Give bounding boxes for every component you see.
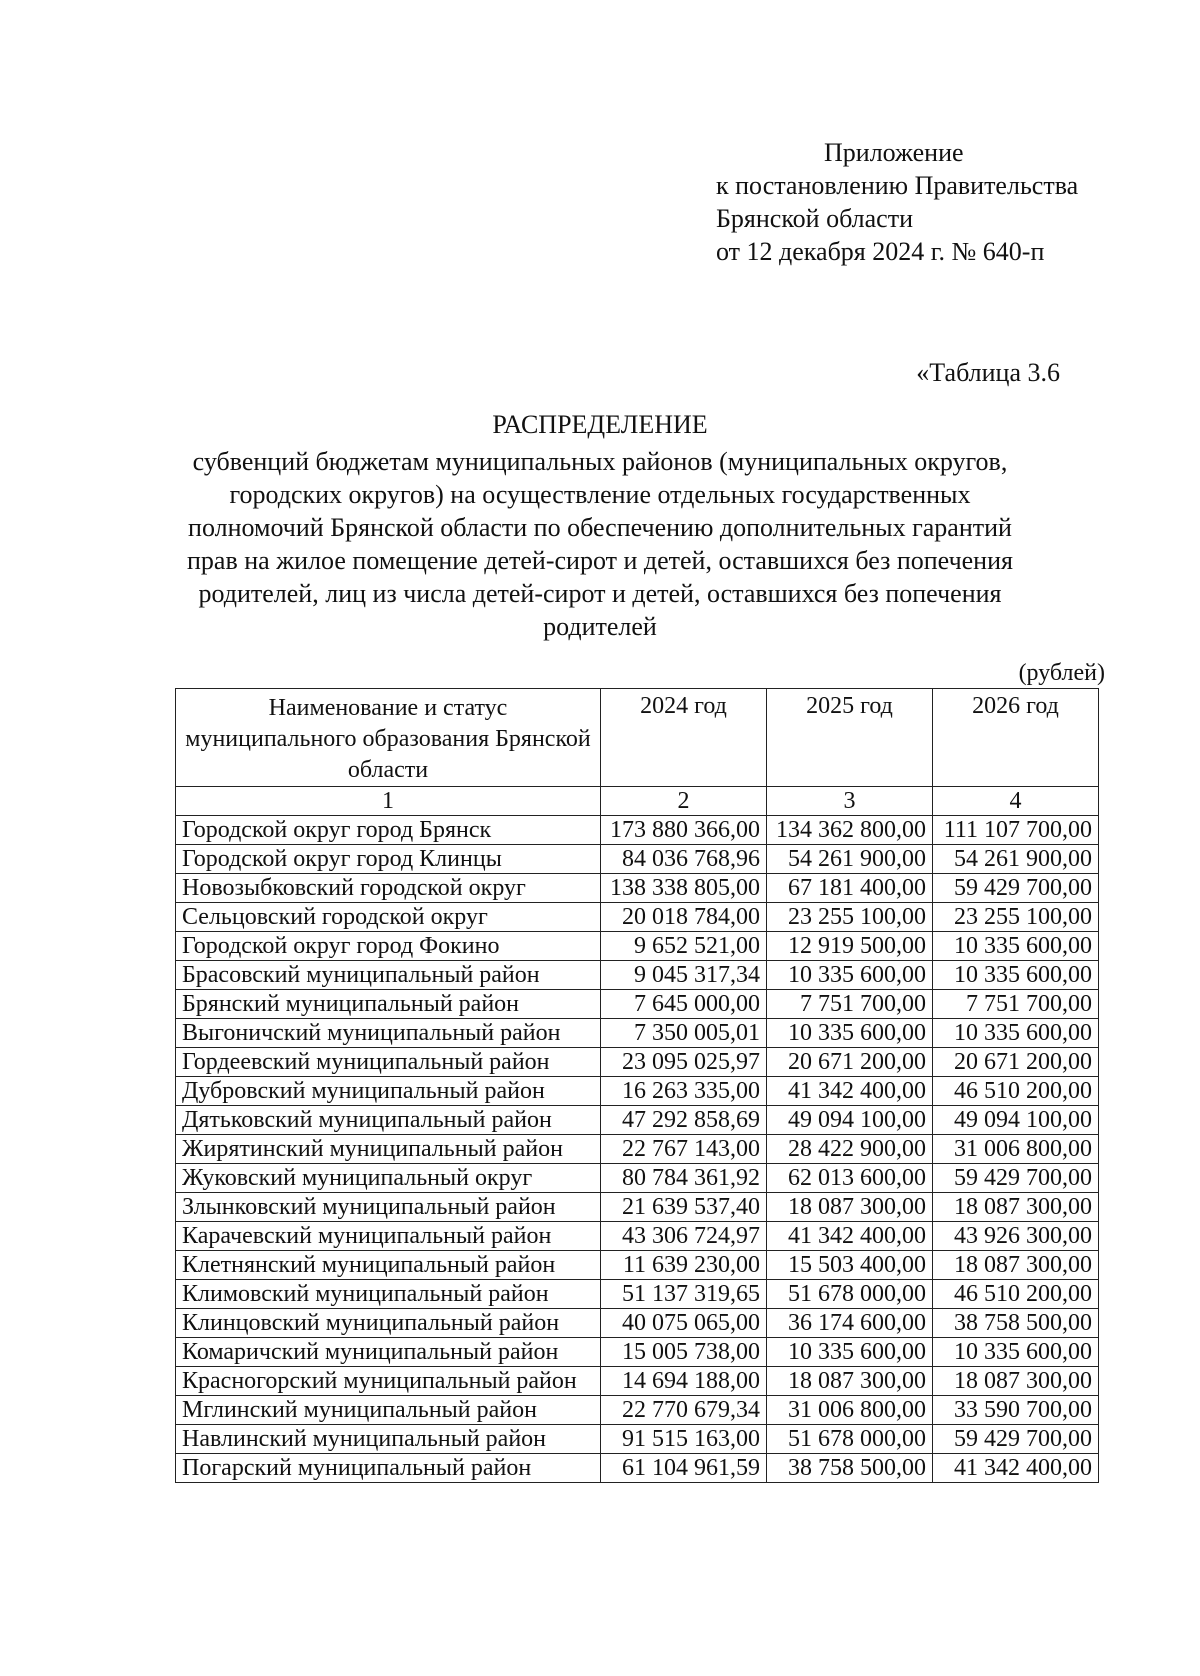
municipality-name: Клетнянский муниципальный район bbox=[176, 1251, 601, 1280]
table-row bbox=[176, 1135, 1099, 1164]
amount-cell: 22 770 679,34 bbox=[601, 1396, 767, 1425]
amount-cell: 33 590 700,00 bbox=[933, 1396, 1099, 1425]
amount-cell: 10 335 600,00 bbox=[767, 1019, 933, 1048]
amount-cell: 21 639 537,40 bbox=[601, 1193, 767, 1222]
municipality-name: Погарский муниципальный район bbox=[176, 1454, 601, 1483]
table-header-row bbox=[176, 689, 1099, 787]
amount-cell: 51 678 000,00 bbox=[767, 1280, 933, 1309]
municipality-name: Карачевский муниципальный район bbox=[176, 1222, 601, 1251]
table-row bbox=[176, 1425, 1099, 1454]
amount-cell: 20 671 200,00 bbox=[933, 1048, 1099, 1077]
municipality-name: Брянский муниципальный район bbox=[176, 990, 601, 1019]
municipality-name: Дятьковский муниципальный район bbox=[176, 1106, 601, 1135]
table-row bbox=[176, 1251, 1099, 1280]
table-row bbox=[176, 903, 1099, 932]
municipality-name: Жуковский муниципальный округ bbox=[176, 1164, 601, 1193]
amount-cell: 10 335 600,00 bbox=[933, 932, 1099, 961]
appendix-title: Приложение bbox=[824, 138, 964, 167]
table-row bbox=[176, 990, 1099, 1019]
table-row bbox=[176, 1280, 1099, 1309]
amount-cell: 80 784 361,92 bbox=[601, 1164, 767, 1193]
amount-cell: 18 087 300,00 bbox=[933, 1193, 1099, 1222]
table-row bbox=[176, 961, 1099, 990]
subtitle-line: родителей, лиц из числа детей-сирот и детей, оставшихся без попечения bbox=[198, 579, 1002, 608]
amount-cell: 51 137 319,65 bbox=[601, 1280, 767, 1309]
municipality-name: Городской округ город Брянск bbox=[176, 816, 601, 845]
amount-cell: 18 087 300,00 bbox=[767, 1367, 933, 1396]
amount-cell: 23 255 100,00 bbox=[933, 903, 1099, 932]
column-number: 4 bbox=[933, 787, 1099, 816]
amount-cell: 43 306 724,97 bbox=[601, 1222, 767, 1251]
municipality-name: Красногорский муниципальный район bbox=[176, 1367, 601, 1396]
municipality-name: Климовский муниципальный район bbox=[176, 1280, 601, 1309]
appendix-line: к постановлению Правительства bbox=[716, 171, 1079, 200]
municipality-name: Городской округ город Клинцы bbox=[176, 845, 601, 874]
amount-cell: 40 075 065,00 bbox=[601, 1309, 767, 1338]
amount-cell: 43 926 300,00 bbox=[933, 1222, 1099, 1251]
amount-cell: 15 503 400,00 bbox=[767, 1251, 933, 1280]
amount-cell: 61 104 961,59 bbox=[601, 1454, 767, 1483]
subtitle-line: городских округов) на осуществление отдельных государственных bbox=[229, 480, 971, 509]
amount-cell: 49 094 100,00 bbox=[933, 1106, 1099, 1135]
municipality-name: Клинцовский муниципальный район bbox=[176, 1309, 601, 1338]
table-row bbox=[176, 1222, 1099, 1251]
amount-cell: 41 342 400,00 bbox=[933, 1454, 1099, 1483]
subtitle-line: субвенций бюджетам муниципальных районов (муниципальных округов, bbox=[192, 447, 1008, 476]
municipality-name: Злынковский муниципальный район bbox=[176, 1193, 601, 1222]
table-row bbox=[176, 1106, 1099, 1135]
amount-cell: 7 751 700,00 bbox=[767, 990, 933, 1019]
table-row bbox=[176, 845, 1099, 874]
amount-cell: 59 429 700,00 bbox=[933, 874, 1099, 903]
amount-cell: 49 094 100,00 bbox=[767, 1106, 933, 1135]
amount-cell: 7 751 700,00 bbox=[933, 990, 1099, 1019]
amount-cell: 10 335 600,00 bbox=[933, 1019, 1099, 1048]
table-body bbox=[176, 816, 1099, 1483]
amount-cell: 54 261 900,00 bbox=[767, 845, 933, 874]
column-number: 2 bbox=[601, 787, 767, 816]
municipality-name: Жирятинский муниципальный район bbox=[176, 1135, 601, 1164]
document-title: РАСПРЕДЕЛЕНИЕ bbox=[492, 410, 708, 439]
header-name: Наименование и статус муниципального образования Брянской области bbox=[176, 689, 601, 787]
header-2026: 2026 год bbox=[933, 689, 1099, 787]
municipality-name: Городской округ город Фокино bbox=[176, 932, 601, 961]
amount-cell: 47 292 858,69 bbox=[601, 1106, 767, 1135]
table-row bbox=[176, 1309, 1099, 1338]
amount-cell: 10 335 600,00 bbox=[767, 1338, 933, 1367]
amount-cell: 31 006 800,00 bbox=[767, 1396, 933, 1425]
column-number: 1 bbox=[176, 787, 601, 816]
document-subtitle bbox=[170, 445, 1030, 643]
amount-cell: 51 678 000,00 bbox=[767, 1425, 933, 1454]
amount-cell: 46 510 200,00 bbox=[933, 1280, 1099, 1309]
amount-cell: 59 429 700,00 bbox=[933, 1425, 1099, 1454]
subtitle-line: полномочий Брянской области по обеспечению дополнительных гарантий bbox=[188, 513, 1012, 542]
table-row bbox=[176, 1077, 1099, 1106]
column-number: 3 bbox=[767, 787, 933, 816]
amount-cell: 18 087 300,00 bbox=[933, 1367, 1099, 1396]
amount-cell: 10 335 600,00 bbox=[933, 1338, 1099, 1367]
amount-cell: 22 767 143,00 bbox=[601, 1135, 767, 1164]
table-row bbox=[176, 1048, 1099, 1077]
municipality-name: Выгоничский муниципальный район bbox=[176, 1019, 601, 1048]
header-2025: 2025 год bbox=[767, 689, 933, 787]
amount-cell: 138 338 805,00 bbox=[601, 874, 767, 903]
municipality-name: Новозыбковский городской округ bbox=[176, 874, 601, 903]
amount-cell: 10 335 600,00 bbox=[767, 961, 933, 990]
amount-cell: 7 645 000,00 bbox=[601, 990, 767, 1019]
municipality-name: Комаричский муниципальный район bbox=[176, 1338, 601, 1367]
units-label: (рублей) bbox=[1018, 660, 1105, 686]
table-row bbox=[176, 1164, 1099, 1193]
column-number-row bbox=[176, 787, 1099, 816]
amount-cell: 11 639 230,00 bbox=[601, 1251, 767, 1280]
table-row bbox=[176, 1396, 1099, 1425]
amount-cell: 15 005 738,00 bbox=[601, 1338, 767, 1367]
amount-cell: 173 880 366,00 bbox=[601, 816, 767, 845]
amount-cell: 18 087 300,00 bbox=[767, 1193, 933, 1222]
amount-cell: 10 335 600,00 bbox=[933, 961, 1099, 990]
amount-cell: 59 429 700,00 bbox=[933, 1164, 1099, 1193]
amount-cell: 23 255 100,00 bbox=[767, 903, 933, 932]
amount-cell: 38 758 500,00 bbox=[767, 1454, 933, 1483]
municipality-name: Мглинский муниципальный район bbox=[176, 1396, 601, 1425]
amount-cell: 134 362 800,00 bbox=[767, 816, 933, 845]
amount-cell: 62 013 600,00 bbox=[767, 1164, 933, 1193]
table-row bbox=[176, 1454, 1099, 1483]
amount-cell: 7 350 005,01 bbox=[601, 1019, 767, 1048]
municipality-name: Дубровский муниципальный район bbox=[176, 1077, 601, 1106]
table-label: «Таблица 3.6 bbox=[916, 358, 1060, 387]
appendix-block bbox=[716, 136, 1078, 268]
amount-cell: 46 510 200,00 bbox=[933, 1077, 1099, 1106]
amount-cell: 12 919 500,00 bbox=[767, 932, 933, 961]
table-row bbox=[176, 1193, 1099, 1222]
distribution-table bbox=[175, 688, 1099, 1483]
municipality-name: Брасовский муниципальный район bbox=[176, 961, 601, 990]
table-row bbox=[176, 1019, 1099, 1048]
amount-cell: 67 181 400,00 bbox=[767, 874, 933, 903]
amount-cell: 18 087 300,00 bbox=[933, 1251, 1099, 1280]
subtitle-line: родителей bbox=[543, 612, 657, 641]
table-row bbox=[176, 874, 1099, 903]
amount-cell: 36 174 600,00 bbox=[767, 1309, 933, 1338]
amount-cell: 9 045 317,34 bbox=[601, 961, 767, 990]
amount-cell: 23 095 025,97 bbox=[601, 1048, 767, 1077]
municipality-name: Гордеевский муниципальный район bbox=[176, 1048, 601, 1077]
appendix-line: Брянской области bbox=[716, 204, 913, 233]
amount-cell: 41 342 400,00 bbox=[767, 1222, 933, 1251]
table-row bbox=[176, 1338, 1099, 1367]
amount-cell: 20 671 200,00 bbox=[767, 1048, 933, 1077]
amount-cell: 9 652 521,00 bbox=[601, 932, 767, 961]
appendix-date: от 12 декабря 2024 г. № 640-п bbox=[716, 237, 1045, 266]
subtitle-line: прав на жилое помещение детей-сирот и детей, оставшихся без попечения bbox=[187, 546, 1013, 575]
table-row bbox=[176, 816, 1099, 845]
amount-cell: 38 758 500,00 bbox=[933, 1309, 1099, 1338]
amount-cell: 111 107 700,00 bbox=[933, 816, 1099, 845]
header-2024: 2024 год bbox=[601, 689, 767, 787]
municipality-name: Навлинский муниципальный район bbox=[176, 1425, 601, 1454]
amount-cell: 28 422 900,00 bbox=[767, 1135, 933, 1164]
amount-cell: 16 263 335,00 bbox=[601, 1077, 767, 1106]
amount-cell: 41 342 400,00 bbox=[767, 1077, 933, 1106]
amount-cell: 20 018 784,00 bbox=[601, 903, 767, 932]
amount-cell: 14 694 188,00 bbox=[601, 1367, 767, 1396]
amount-cell: 31 006 800,00 bbox=[933, 1135, 1099, 1164]
municipality-name: Сельцовский городской округ bbox=[176, 903, 601, 932]
amount-cell: 84 036 768,96 bbox=[601, 845, 767, 874]
amount-cell: 54 261 900,00 bbox=[933, 845, 1099, 874]
amount-cell: 91 515 163,00 bbox=[601, 1425, 767, 1454]
table-row bbox=[176, 1367, 1099, 1396]
table-row bbox=[176, 932, 1099, 961]
